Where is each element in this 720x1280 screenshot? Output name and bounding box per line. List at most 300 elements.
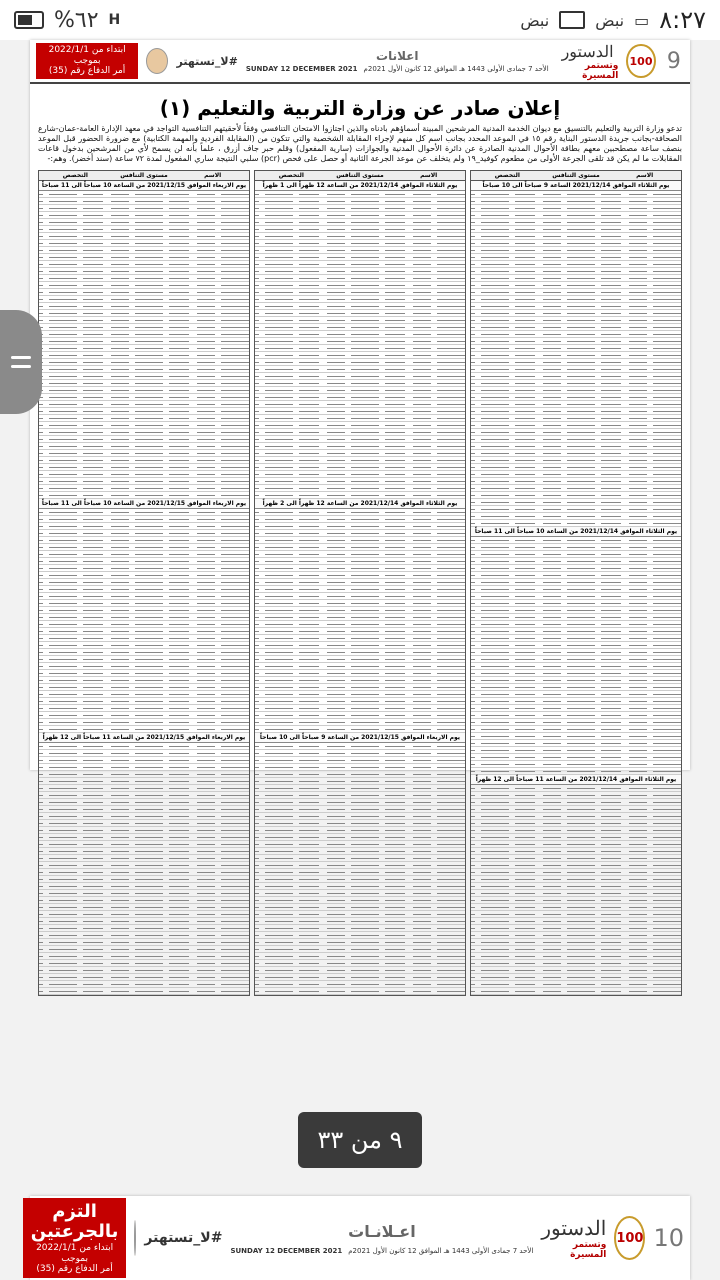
table-row	[39, 408, 249, 415]
table-row	[255, 464, 465, 471]
table-row	[255, 471, 465, 478]
table-row	[255, 457, 465, 464]
table-row	[471, 827, 681, 834]
table-row	[471, 719, 681, 726]
notice-intro: تدعو وزارة التربية والتعليم بالتنسيق مع ديوان الخدمة المدنية المرشحين المبينة أسماؤهم بادناه والذين اجتازوا الامتحان التنافسي وفقاً لأحقيتهم التنافسية التواجد في معهد الإدارة العامة-عمان-شارع الصحافة-بجانب جريدة الدستور البناية رقم ١٥ في الموعد المحدد بجانب اسم كل منهم لإجراء المقابلة الشخصية والتي تتكون من (المقابلة الفردية والمهمة الكتابية) مع ضرورة الحضور قبل الموعد بنصف ساعة مصطحبين معهم بطاقة الأحوال المدنية الصادرة عن دائرة الأحوال المدنية والجوازات (سارية المفعول) وقلم حبر جاف أزرق ، علماً بأنه لن يسمح لأي من المرشحين بدخول قاعات المقابلات ما لم يكن قد تلقى الجرعة الأولى من مطعوم كوفيد_١٩ ولم يتخلف عن موعد الجرعة الثانية أو حصل على فحص (pcr) سلبي النتيجة ساري المفعول لمدة ٧٢ ساعة (سند أخضر). وهم:-	[38, 124, 682, 163]
table-row	[39, 537, 249, 544]
centenary-logo-icon: 100	[614, 1216, 645, 1260]
candidates-column	[38, 170, 250, 996]
table-header	[39, 171, 249, 181]
table-row	[39, 523, 249, 530]
table-row	[471, 485, 681, 492]
newspaper-page-next[interactable]	[30, 1196, 690, 1280]
table-row	[471, 317, 681, 324]
table-row	[471, 303, 681, 310]
table-row	[255, 628, 465, 635]
table-row	[39, 394, 249, 401]
table-row	[471, 635, 681, 642]
schedule-header: يوم الثلاثاء الموافق 2021/12/14 من الساعة 12 ظهراً الى 1 ظهراً	[255, 181, 465, 191]
centenary-logo-icon: 100	[626, 44, 655, 78]
table-row	[471, 408, 681, 415]
table-row	[255, 310, 465, 317]
rows-block	[471, 785, 681, 995]
table-row	[255, 380, 465, 387]
rows-block	[255, 743, 465, 995]
notice-content	[30, 84, 690, 1002]
section-title: اعلانات	[376, 49, 419, 63]
table-row	[471, 960, 681, 967]
table-row	[471, 579, 681, 586]
table-row	[471, 324, 681, 331]
candidates-grid	[38, 170, 682, 996]
table-row	[471, 205, 681, 212]
table-row	[471, 768, 681, 775]
table-row	[255, 946, 465, 953]
table-row	[255, 820, 465, 827]
table-row	[255, 670, 465, 677]
header-specialty: التخصص	[494, 172, 520, 179]
table-row	[471, 282, 681, 289]
table-row	[39, 635, 249, 642]
table-row	[255, 848, 465, 855]
table-row	[39, 464, 249, 471]
table-row	[39, 834, 249, 841]
table-row	[39, 558, 249, 565]
table-row	[471, 450, 681, 457]
table-row	[255, 988, 465, 995]
table-row	[39, 233, 249, 240]
table-row	[39, 509, 249, 516]
table-row	[471, 855, 681, 862]
table-row	[471, 373, 681, 380]
table-row	[471, 471, 681, 478]
table-row	[471, 614, 681, 621]
table-row	[39, 691, 249, 698]
table-row	[255, 785, 465, 792]
table-row	[471, 663, 681, 670]
table-row	[39, 443, 249, 450]
table-row	[39, 813, 249, 820]
table-row	[39, 586, 249, 593]
table-row	[39, 226, 249, 233]
table-row	[255, 366, 465, 373]
table-row	[255, 862, 465, 869]
table-row	[39, 614, 249, 621]
table-row	[255, 691, 465, 698]
table-row	[255, 677, 465, 684]
table-row	[39, 778, 249, 785]
header-level: مستوى التنافس	[120, 172, 168, 179]
rows-block	[471, 537, 681, 775]
table-row	[39, 352, 249, 359]
table-row	[471, 813, 681, 820]
table-row	[471, 792, 681, 799]
table-row	[255, 904, 465, 911]
table-row	[39, 953, 249, 960]
table-row	[39, 457, 249, 464]
table-row	[471, 537, 681, 544]
table-row	[255, 953, 465, 960]
table-row	[471, 691, 681, 698]
table-row	[39, 380, 249, 387]
table-row	[471, 233, 681, 240]
table-row	[39, 904, 249, 911]
table-row	[255, 537, 465, 544]
table-row	[39, 939, 249, 946]
table-row	[39, 415, 249, 422]
table-row	[39, 240, 249, 247]
schedule-header: يوم الاربعاء الموافق 2021/12/15 من الساعة 11 صباحاً الى 12 ظهراً	[39, 733, 249, 743]
table-row	[255, 191, 465, 198]
table-row	[39, 792, 249, 799]
table-row	[255, 345, 465, 352]
table-row	[255, 841, 465, 848]
table-row	[39, 219, 249, 226]
table-row	[39, 743, 249, 750]
paper-name: الدستور	[541, 1216, 607, 1240]
table-row	[255, 565, 465, 572]
paper-name: الدستور	[561, 41, 614, 61]
table-row	[39, 492, 249, 499]
table-row	[255, 586, 465, 593]
candidates-column	[254, 170, 466, 996]
newspaper-page[interactable]	[30, 40, 690, 783]
table-row	[39, 450, 249, 457]
table-row	[255, 558, 465, 565]
table-row	[471, 544, 681, 551]
table-header	[255, 171, 465, 181]
table-row	[255, 855, 465, 862]
table-row	[471, 939, 681, 946]
table-row	[39, 579, 249, 586]
table-row	[255, 827, 465, 834]
table-row	[255, 198, 465, 205]
table-row	[255, 492, 465, 499]
header-name: الاسم	[204, 172, 222, 179]
table-row	[471, 848, 681, 855]
table-row	[471, 331, 681, 338]
table-row	[255, 338, 465, 345]
table-row	[39, 642, 249, 649]
promo-line-1: ابتداء من 2022/1/1 بموجب	[36, 1243, 114, 1264]
schedule-header: يوم الاربعاء الموافق 2021/12/15 من الساعة 10 صباحاً الى 11 صباحاً	[39, 499, 249, 509]
table-row	[255, 663, 465, 670]
table-row	[39, 649, 249, 656]
table-row	[255, 806, 465, 813]
masthead-brand	[557, 42, 619, 81]
table-row	[471, 226, 681, 233]
table-row	[471, 296, 681, 303]
table-row	[39, 303, 249, 310]
table-row	[39, 855, 249, 862]
table-row	[255, 352, 465, 359]
table-row	[471, 565, 681, 572]
table-row	[471, 883, 681, 890]
table-row	[471, 761, 681, 768]
table-row	[255, 422, 465, 429]
table-row	[255, 974, 465, 981]
table-row	[471, 869, 681, 876]
table-row	[471, 677, 681, 684]
network-label-2: نبض	[595, 10, 625, 30]
schedule-header: يوم الاربعاء الموافق 2021/12/15 من الساعة 9 صباحاً الى 10 صباحاً	[255, 733, 465, 743]
table-row	[471, 834, 681, 841]
table-row	[39, 621, 249, 628]
table-row	[255, 897, 465, 904]
table-row	[39, 967, 249, 974]
table-row	[39, 254, 249, 261]
table-row	[39, 212, 249, 219]
table-row	[255, 219, 465, 226]
table-row	[255, 890, 465, 897]
table-row	[255, 960, 465, 967]
table-row	[39, 338, 249, 345]
dateline-arabic: الأحد 7 جمادى الأولى 1443 هـ الموافق 12 كانون الأول 2021م	[363, 65, 549, 73]
table-row	[471, 366, 681, 373]
table-row	[39, 764, 249, 771]
table-row	[255, 876, 465, 883]
table-row	[39, 628, 249, 635]
table-row	[39, 324, 249, 331]
table-row	[471, 593, 681, 600]
table-row	[471, 876, 681, 883]
table-row	[255, 981, 465, 988]
table-row	[255, 359, 465, 366]
table-row	[39, 918, 249, 925]
table-row	[255, 247, 465, 254]
dateline-english: SUNDAY 12 DECEMBER 2021	[230, 1246, 343, 1255]
table-row	[39, 670, 249, 677]
table-row	[471, 649, 681, 656]
table-row	[39, 806, 249, 813]
table-row	[255, 869, 465, 876]
table-row	[39, 663, 249, 670]
table-row	[39, 719, 249, 726]
table-row	[471, 897, 681, 904]
page-masthead	[30, 1196, 690, 1280]
table-row	[255, 939, 465, 946]
table-row	[471, 380, 681, 387]
table-row	[39, 282, 249, 289]
table-row	[255, 813, 465, 820]
clock: ٨:٢٧	[659, 6, 706, 34]
table-row	[471, 464, 681, 471]
table-row	[471, 785, 681, 792]
table-row	[255, 268, 465, 275]
table-row	[255, 743, 465, 750]
table-row	[39, 911, 249, 918]
table-row	[471, 586, 681, 593]
table-row	[39, 848, 249, 855]
table-row	[471, 925, 681, 932]
table-row	[39, 946, 249, 953]
table-row	[471, 904, 681, 911]
table-row	[255, 698, 465, 705]
table-row	[39, 799, 249, 806]
table-row	[255, 771, 465, 778]
table-row	[471, 799, 681, 806]
table-row	[471, 429, 681, 436]
battery-level: %٦٢	[54, 7, 99, 33]
table-row	[255, 254, 465, 261]
table-row	[39, 191, 249, 198]
table-row	[39, 712, 249, 719]
table-row	[471, 359, 681, 366]
table-row	[39, 373, 249, 380]
table-row	[471, 607, 681, 614]
table-row	[255, 614, 465, 621]
promo-line-1: ابتداء من 2022/1/1 بموجب	[48, 45, 126, 66]
rows-block	[39, 509, 249, 733]
table-row	[471, 974, 681, 981]
table-row	[39, 960, 249, 967]
chat-icon: ▭	[634, 10, 650, 30]
table-header	[471, 171, 681, 181]
table-row	[39, 757, 249, 764]
network-label-1: نبض	[520, 10, 550, 30]
table-row	[471, 275, 681, 282]
table-row	[39, 726, 249, 733]
table-row	[471, 890, 681, 897]
promo-line-2: أمر الدفاع رقم (35)	[48, 66, 126, 77]
table-row	[471, 219, 681, 226]
table-row	[39, 485, 249, 492]
table-row	[39, 478, 249, 485]
campaign-hashtag: #لا_تستهتر	[176, 54, 238, 68]
table-row	[471, 988, 681, 995]
table-row	[39, 551, 249, 558]
table-row	[255, 408, 465, 415]
table-row	[255, 656, 465, 663]
table-row	[471, 820, 681, 827]
table-row	[255, 621, 465, 628]
vaccine-promo	[23, 1198, 127, 1278]
candidates-column	[470, 170, 682, 996]
table-row	[471, 712, 681, 719]
table-row	[471, 240, 681, 247]
table-row	[471, 492, 681, 499]
table-row	[39, 785, 249, 792]
table-row	[39, 516, 249, 523]
table-row	[255, 226, 465, 233]
table-row	[39, 841, 249, 848]
table-row	[471, 705, 681, 712]
table-row	[471, 551, 681, 558]
table-row	[255, 485, 465, 492]
table-row	[255, 205, 465, 212]
table-row	[471, 740, 681, 747]
table-row	[471, 862, 681, 869]
table-row	[471, 401, 681, 408]
table-row	[255, 212, 465, 219]
table-row	[255, 579, 465, 586]
table-row	[471, 642, 681, 649]
table-row	[471, 394, 681, 401]
table-row	[471, 670, 681, 677]
table-row	[471, 953, 681, 960]
table-row	[255, 544, 465, 551]
table-row	[471, 656, 681, 663]
table-row	[255, 530, 465, 537]
table-row	[39, 268, 249, 275]
page-number: 9	[666, 48, 681, 74]
table-row	[471, 387, 681, 394]
table-row	[39, 366, 249, 373]
header-specialty: التخصص	[62, 172, 88, 179]
table-row	[39, 198, 249, 205]
dateline-arabic: الأحد 7 جمادى الأولى 1443 هـ الموافق 12 كانون الأول 2021م	[348, 1246, 534, 1255]
table-row	[471, 520, 681, 527]
table-row	[255, 792, 465, 799]
table-row	[39, 331, 249, 338]
promo-title: التزم بالجرعتين	[30, 1200, 119, 1243]
table-row	[39, 862, 249, 869]
table-row	[39, 600, 249, 607]
table-row	[471, 443, 681, 450]
table-row	[471, 415, 681, 422]
table-row	[471, 932, 681, 939]
table-row	[255, 705, 465, 712]
rows-block	[39, 191, 249, 499]
status-left	[14, 8, 120, 33]
table-row	[39, 771, 249, 778]
table-row	[255, 275, 465, 282]
table-row	[255, 261, 465, 268]
table-row	[255, 373, 465, 380]
table-row	[39, 750, 249, 757]
table-row	[255, 932, 465, 939]
paper-slogan: وتستمر المسيرة	[570, 1240, 607, 1260]
schedule-header: يوم الثلاثاء الموافق 2021/12/14 من الساعة 12 ظهراً الى 2 ظهراً	[255, 499, 465, 509]
page-number: 10	[653, 1224, 684, 1252]
table-row	[39, 387, 249, 394]
table-row	[255, 443, 465, 450]
header-level: مستوى التنافس	[336, 172, 384, 179]
table-row	[39, 429, 249, 436]
table-row	[255, 331, 465, 338]
table-row	[39, 544, 249, 551]
mask-person-icon	[146, 48, 168, 74]
status-right	[520, 6, 706, 34]
mask-person-icon	[134, 1220, 136, 1256]
table-row	[255, 778, 465, 785]
page-counter: ٩ من ٣٣	[298, 1112, 422, 1168]
signal-indicator: H	[108, 12, 121, 28]
table-row	[39, 572, 249, 579]
table-row	[471, 191, 681, 198]
campaign-hashtag: #لا_تستهتر	[144, 1230, 223, 1246]
table-row	[471, 841, 681, 848]
table-row	[471, 338, 681, 345]
table-row	[39, 345, 249, 352]
table-row	[255, 233, 465, 240]
table-row	[255, 415, 465, 422]
table-row	[255, 750, 465, 757]
table-row	[39, 705, 249, 712]
header-level: مستوى التنافس	[552, 172, 600, 179]
table-row	[39, 289, 249, 296]
table-row	[471, 457, 681, 464]
notice-title: إعلان صادر عن وزارة التربية والتعليم (١)	[159, 96, 561, 120]
section-title: اعـلانـات	[348, 1221, 416, 1241]
side-drawer-handle[interactable]	[0, 310, 42, 414]
table-row	[255, 593, 465, 600]
table-row	[255, 429, 465, 436]
schedule-header: يوم الثلاثاء الموافق 2021/12/14 من الساعة 11 صباحاً الى 12 ظهراً	[471, 775, 681, 785]
table-row	[39, 656, 249, 663]
table-row	[255, 387, 465, 394]
table-row	[471, 506, 681, 513]
